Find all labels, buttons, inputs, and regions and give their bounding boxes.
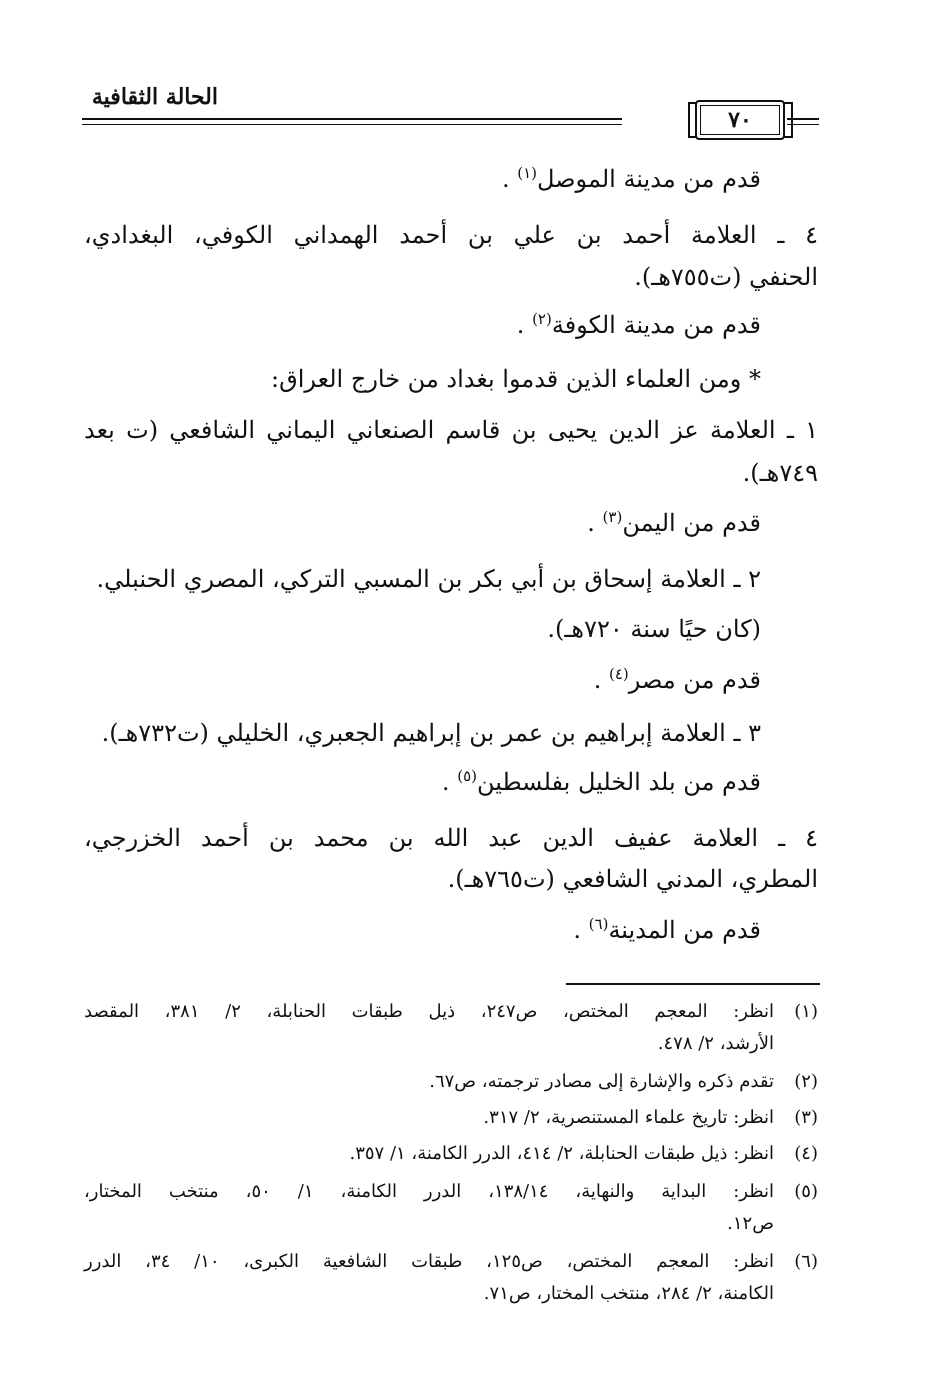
- footnote-number: (١): [794, 1001, 818, 1022]
- running-title: الحالة الثقافية: [91, 84, 218, 110]
- body-line: * ومن العلماء الذين قدموا بغداد من خارج العراق:: [271, 365, 761, 393]
- body-line: قدم من مصر$^{(٤)}$ .: [593, 665, 761, 694]
- footnote-ref[interactable]: (٦): [588, 915, 609, 933]
- body-line: قدم من بلد الخليل بفلسطين$^{(٥)}$ .: [441, 767, 761, 796]
- body-line: قدم من المدينة$^{(٦)}$ .: [573, 915, 761, 944]
- footnote-line: انظر: البداية والنهاية، ١٣٨/١٤، الدرر الكامنة، ١/ ٥٠، منتخب المختار،: [84, 1181, 775, 1202]
- footnote-line: تقدم ذكره والإشارة إلى مصادر ترجمته، ص٦٧.: [429, 1071, 774, 1092]
- footnote-number: (٥): [794, 1181, 818, 1202]
- footnote-number: (٦): [794, 1251, 818, 1272]
- footnote-line: انظر: المعجم المختص، ص٢٤٧، ذيل طبقات الحنابلة، ٢/ ٣٨١، المقصد: [84, 1001, 774, 1022]
- footnote-number: (٢): [794, 1071, 818, 1092]
- body-line: قدم من اليمن$^{(٣)}$ .: [587, 508, 761, 537]
- footnote-ref[interactable]: (١): [517, 164, 537, 182]
- footnote-line: ص١٢.: [727, 1213, 774, 1234]
- body-line: (كان حيًا سنة ٧٢٠هـ).: [547, 615, 761, 643]
- footnote-ref[interactable]: (٥): [457, 767, 477, 785]
- body-line: قدم من مدينة الموصل$^{(١)}$ .: [501, 164, 761, 193]
- footnote-number: (٣): [794, 1107, 818, 1128]
- body-line: ٢ ـ العلامة إسحاق بن أبي بكر بن المسبي التركي، المصري الحنبلي.: [96, 565, 761, 593]
- footnote-separator: [566, 983, 820, 985]
- body-line: الحنفي (ت٧٥٥هـ).: [634, 263, 818, 291]
- footnote-line: انظر: المعجم المختص، ص١٢٥، طبقات الشافعية الكبرى، ١٠/ ٣٤، الدرر: [84, 1251, 774, 1272]
- page-number: ٧٠: [695, 100, 785, 140]
- footnote-number: (٤): [794, 1143, 818, 1164]
- footnote-ref[interactable]: (٤): [608, 665, 629, 683]
- body-line: قدم من مدينة الكوفة$^{(٢)}$ .: [516, 310, 761, 339]
- footnote-line: الأرشد، ٢/ ٤٧٨.: [657, 1033, 774, 1054]
- body-line: ١ ـ العلامة عز الدين يحيى بن قاسم الصنعاني اليماني الشافعي (ت بعد: [84, 416, 818, 444]
- footnote-line: انظر: ذيل طبقات الحنابلة، ٢/ ٤١٤، الدرر الكامنة، ١/ ٣٥٧.: [349, 1143, 774, 1164]
- header-rule: [82, 118, 622, 120]
- header-rule: [82, 124, 622, 125]
- body-line: ٧٤٩هـ).: [742, 459, 818, 487]
- footnote-ref[interactable]: (٣): [602, 508, 623, 526]
- footnote-line: انظر: تاريخ علماء المستنصرية، ٢/ ٣١٧.: [483, 1107, 774, 1128]
- body-line: المطري، المدني الشافعي (ت٧٦٥هـ).: [447, 865, 818, 893]
- footnote-line: الكامنة، ٢/ ٢٨٤، منتخب المختار، ص٧١.: [483, 1283, 774, 1304]
- body-line: ٤ ـ العلامة عفيف الدين عبد الله بن محمد بن أحمد الخزرجي،: [84, 824, 818, 852]
- body-line: ٤ ـ العلامة أحمد بن علي بن أحمد الهمداني الكوفي، البغدادي،: [84, 221, 818, 249]
- footnote-ref[interactable]: (٢): [532, 310, 552, 328]
- body-line: ٣ ـ العلامة إبراهيم بن عمر بن إبراهيم الجعبري، الخليلي (ت٧٣٢هـ).: [101, 719, 761, 747]
